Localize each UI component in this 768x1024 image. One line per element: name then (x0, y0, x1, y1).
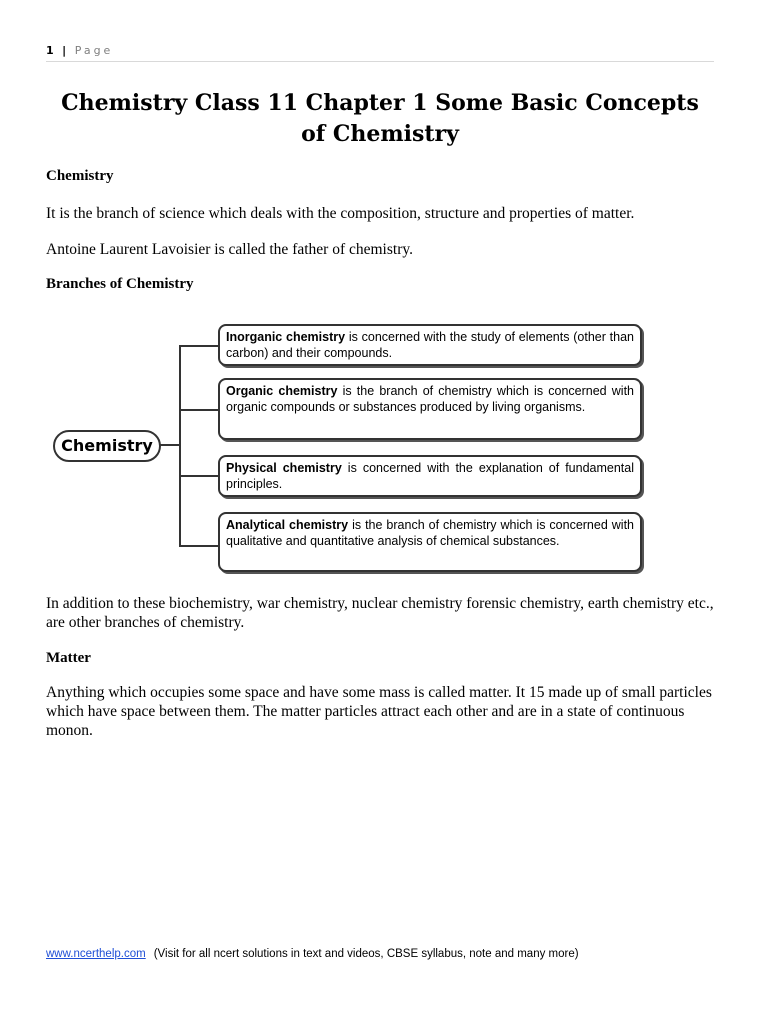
header-divider (46, 61, 714, 62)
chemistry-father: Antoine Laurent Lavoisier is called the father of chemistry. (46, 241, 413, 258)
branch-description: is the branch of chemistry which is concerned with qualitative and quantitative analysis of chemical substances. (226, 518, 634, 548)
trunk-connector (179, 345, 181, 547)
page-header (46, 44, 113, 57)
branch-term: Physical chemistry (226, 461, 342, 475)
branch-box-inorganic (218, 324, 642, 366)
branch-connector-1 (179, 345, 218, 347)
diagram-root-chemistry: Chemistry (53, 430, 161, 462)
branch-term: Inorganic chemistry (226, 330, 346, 344)
branches-diagram (50, 318, 650, 576)
chemistry-definition: It is the branch of science which deals with the composition, structure and properties of matter. (46, 205, 635, 222)
other-branches-text: In addition to these biochemistry, war chemistry, nuclear chemistry forensic chemistry, earth chemistry etc., are other branches of chemistry. (46, 595, 714, 631)
footer-note: (Visit for all ncert solutions in text and videos, CBSE syllabus, note and many more) (153, 948, 579, 960)
branch-description: is concerned with the explanation of fundamental principles. (226, 461, 634, 491)
page-number: 1 (46, 44, 55, 57)
branch-description: is concerned with the study of elements (other than carbon) and their compounds. (226, 330, 634, 360)
page-word: Page (74, 44, 114, 57)
branch-term: Analytical chemistry (226, 518, 349, 532)
matter-definition: Anything which occupies some space and have some mass is called matter. It 15 made up of small particles which have space between them. The matter particles attract each other and are in a state of continuous monon. (46, 684, 712, 739)
heading-branches: Branches of Chemistry (46, 276, 194, 292)
heading-chemistry: Chemistry (46, 168, 114, 184)
document-title: Chemistry Class 11 Chapter 1 Some Basic Concepts of Chemistry (61, 90, 699, 147)
heading-matter: Matter (46, 650, 91, 666)
root-connector (159, 444, 179, 446)
page-separator: | (62, 44, 68, 57)
page-footer (46, 948, 579, 960)
branch-connector-2 (179, 409, 218, 411)
branch-connector-3 (179, 475, 218, 477)
branch-term: Organic chemistry (226, 384, 338, 398)
branch-connector-4 (179, 545, 218, 547)
branch-box-organic (218, 378, 642, 440)
branch-box-physical (218, 455, 642, 497)
branch-description: is the branch of chemistry which is concerned with organic compounds or substances produced by living organisms. (226, 384, 634, 414)
footer-website-link[interactable]: www.ncerthelp.com (46, 948, 146, 960)
branch-box-analytical (218, 512, 642, 572)
